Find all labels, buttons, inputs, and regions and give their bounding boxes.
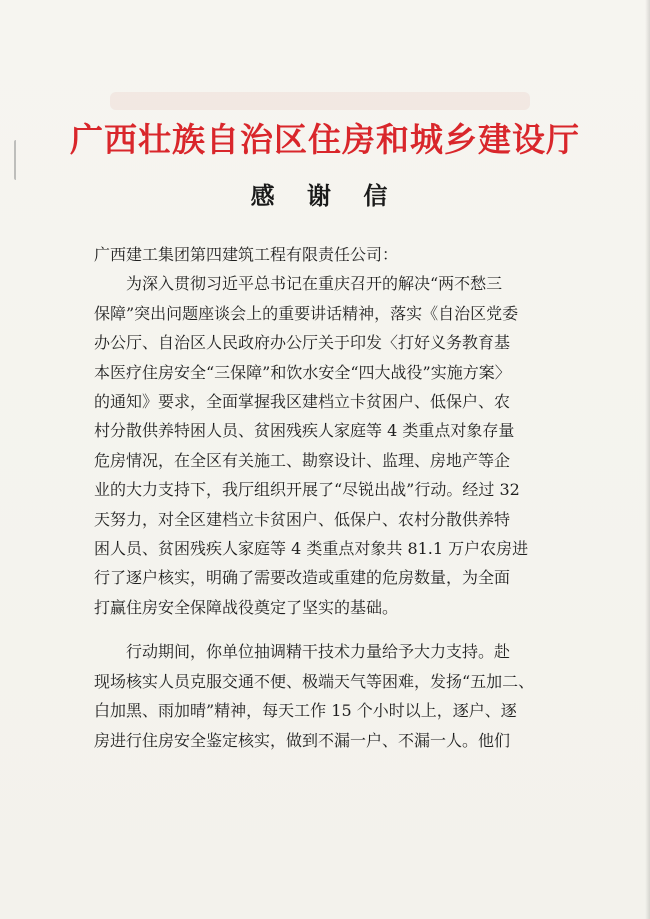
paragraph-line: 行动期间，你单位抽调精干技术力量给予大力支持。赴 <box>126 642 511 662</box>
document-title: 感 谢 信 <box>250 181 400 210</box>
paragraph-2 <box>94 637 564 755</box>
faint-bleedthrough-mark <box>110 92 530 110</box>
paragraph-1 <box>94 269 564 622</box>
paragraph-line: 为深入贯彻习近平总书记在重庆召开的解决“两不愁三 <box>126 274 503 294</box>
paragraph-line: 房进行住房安全鉴定核实，做到不漏一户、不漏一人。他们 <box>94 730 511 750</box>
paragraph-line: 白加黑、雨加晴”精神，每天工作 15 个小时以上，逐户、逐 <box>94 701 517 721</box>
paragraph-line: 困人员、贫困残疾人家庭等 4 类重点对象共 81.1 万户农房进 <box>94 539 529 559</box>
paragraph-line: 本医疗住房安全“三保障”和饮水安全“四大战役”实施方案〉 <box>94 362 511 382</box>
paragraph-line: 村分散供养特困人员、贫困残疾人家庭等 4 类重点对象存量 <box>94 421 515 441</box>
paragraph-spacer <box>94 622 564 637</box>
paragraph-line: 现场核实人员克服交通不便、极端天气等困难，发扬“五加二、 <box>94 671 535 691</box>
salutation: 广西建工集团第四建筑工程有限责任公司： <box>94 245 399 264</box>
paragraph-line: 办公厅、自治区人民政府办公厅关于印发〈打好义务教育基 <box>94 333 511 353</box>
paragraph-line: 行了逐户核实，明确了需要改造或重建的危房数量，为全面 <box>94 568 511 588</box>
paragraph-line: 保障”突出问题座谈会上的重要讲话精神，落实《自治区党委 <box>94 303 519 323</box>
paragraph-line: 危房情况，在全区有关施工、勘察设计、监理、房地产等企 <box>94 450 511 470</box>
paragraph-line: 天努力，对全区建档立卡贫困户、低保户、农村分散供养特 <box>94 509 511 529</box>
letter-body <box>94 240 564 755</box>
paragraph-line: 业的大力支持下，我厅组织开展了“尽锐出战”行动。经过 32 <box>94 480 520 500</box>
paragraph-line: 的通知》要求，全面掌握我区建档立卡贫困户、低保户、农 <box>94 392 511 412</box>
issuer-header: 广西壮族自治区住房和城乡建设厅 <box>70 120 580 159</box>
paragraph-line: 打赢住房安全保障战役奠定了坚实的基础。 <box>94 597 399 617</box>
